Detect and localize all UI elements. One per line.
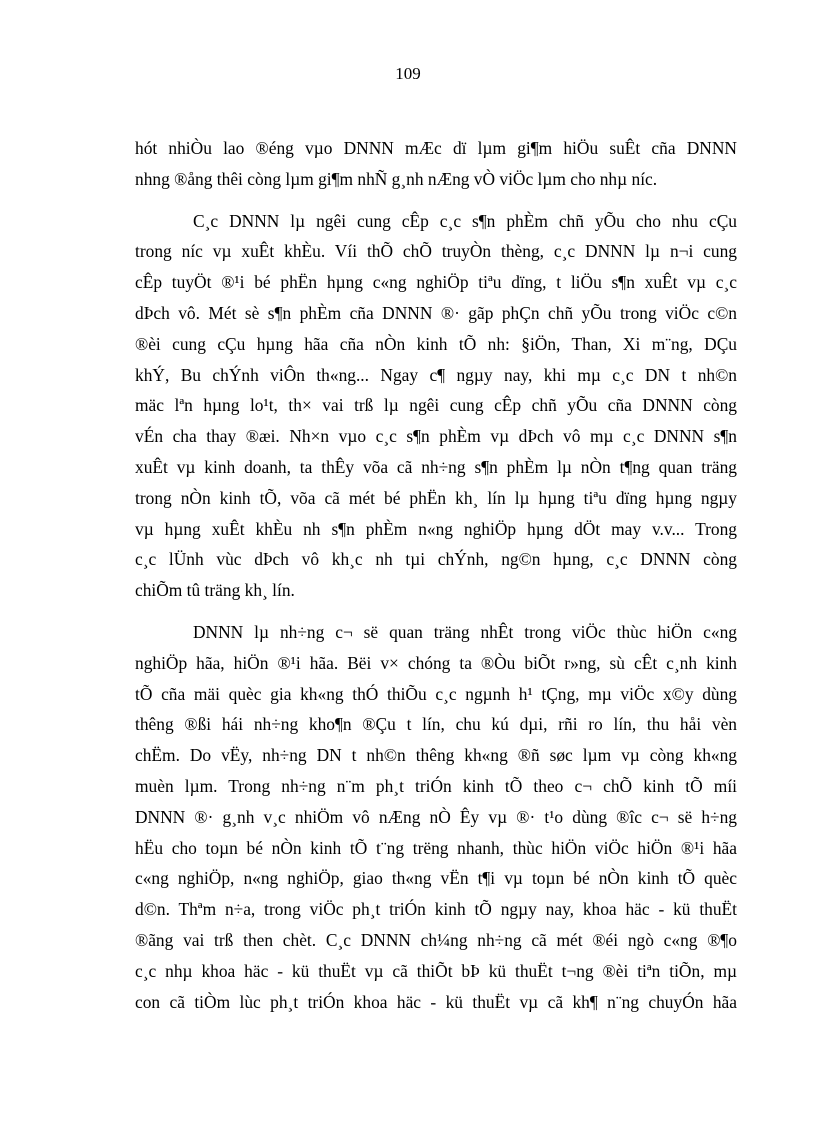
text-line: hËu cho toµn bé nÒn kinh tÕ t¨ng trëng nhanh, thùc hiÖn viÖc hiÖn ®¹i hãa: [135, 837, 737, 858]
text-line: mäc lªn hµng lo¹t, th× vai trß lµ ngêi cung cÊp chñ yÕu cña DNNN còng: [135, 395, 737, 416]
body-text: [135, 133, 737, 1028]
text-line: chËm. Do vËy, nh÷ng DN t nh©n thêng kh«ng ®ñ søc lµm vµ còng kh«ng: [135, 745, 737, 766]
text-line: trong nÒn kinh tÕ, võa cã mét bé phËn kh¸ lín lµ hµng tiªu dïng hµng ngµy: [135, 487, 737, 508]
text-line: C¸c DNNN lµ ngêi cung cÊp c¸c s¶n phÈm chñ yÕu cho nhu cÇu: [193, 210, 737, 231]
text-line: c¸c nhµ khoa häc - kü thuËt vµ cã thiÕt bÞ kü thuËt t¬ng ®èi tiªn tiÕn, mµ: [135, 960, 737, 981]
text-line: chiÕm tû träng kh¸ lín.: [135, 580, 295, 601]
text-line: vµ hµng xuÊt khÈu nh s¶n phÈm n«ng nghiÖp hµng dÖt may v.v... Trong: [135, 518, 737, 539]
text-line: trong níc vµ xuÊt khÈu. Víi thÕ chÕ truyÒn thèng, c¸c DNNN lµ n¬i cung: [135, 241, 737, 262]
text-line: DNNN ®· g¸nh v¸c nhiÖm vô nÆng nÒ Êy vµ ®· t¹o dùng ®îc c¬ së h÷ng: [135, 806, 737, 827]
text-line: hót nhiÒu lao ®éng vµo DNNN mÆc dï lµm gi¶m hiÖu suÊt cña DNNN: [135, 138, 737, 158]
text-line: c¸c lÜnh vùc dÞch vô kh¸c nh tµi chÝnh, ng©n hµng, c¸c DNNN còng: [135, 549, 737, 570]
text-line: cÊp tuyÖt ®¹i bé phËn hµng c«ng nghiÖp tiªu dïng, t liÖu s¶n xuÊt vµ c¸c: [135, 272, 737, 293]
page-number: 109: [395, 64, 421, 83]
paragraph-2: [135, 206, 737, 606]
text-line: DNNN lµ nh÷ng c¬ së quan träng nhÊt trong viÖc thùc hiÖn c«ng: [193, 621, 737, 642]
text-line: muèn lµm. Trong nh÷ng n¨m ph¸t triÓn kinh tÕ theo c¬ chÕ kinh tÕ míi: [135, 775, 737, 796]
paragraph-3: [135, 617, 737, 1017]
text-line: tÕ cña mäi quèc gia kh«ng thÓ thiÕu c¸c ngµnh h¹ tÇng, mµ viÖc x©y dùng: [135, 683, 737, 704]
text-line: d©n. Thªm n÷a, trong viÖc ph¸t triÓn kinh tÕ ngµy nay, khoa häc - kü thuËt: [135, 899, 737, 920]
text-line: ®ãng vai trß then chèt. C¸c DNNN ch¼ng nh÷ng cã mét ®éi ngò c«ng ®¶o: [135, 929, 737, 950]
text-line: thêng ®ßi hái nh÷ng kho¶n ®Çu t lín, chu kú dµi, rñi ro lín, thu håi vèn: [135, 714, 737, 735]
text-line: dÞch vô. Mét sè s¶n phÈm cña DNNN ®· gãp phÇn chñ yÕu trong viÖc c©n: [135, 302, 737, 323]
text-line: con cã tiÒm lùc ph¸t triÓn khoa häc - kü thuËt vµ cã kh¶ n¨ng chuyÓn hãa: [135, 991, 737, 1012]
text-line: nhng ®ång thêi còng lµm gi¶m nhÑ g¸nh nÆng vÒ viÖc lµm cho nhµ níc.: [135, 168, 658, 189]
paragraph-1: [135, 133, 737, 195]
text-line: xuÊt vµ kinh doanh, ta thÊy võa cã nh÷ng s¶n phÈm lµ nÒn t¶ng quan träng: [135, 456, 737, 477]
text-line: c«ng nghiÖp, n«ng nghiÖp, giao th«ng vËn t¶i vµ toµn bé nÒn kinh tÕ quèc: [135, 868, 737, 889]
text-line: nghiÖp hãa, hiÖn ®¹i hãa. Bëi v× chóng ta ®Òu biÕt r»ng, sù cÊt c¸nh kinh: [135, 652, 737, 673]
text-line: khÝ, Bu chÝnh viÔn th«ng... Ngay c¶ ngµy nay, khi mµ c¸c DN t nh©n: [135, 364, 737, 385]
text-line: vÉn cha thay ®æi. Nh×n vµo c¸c s¶n phÈm vµ dÞch vô mµ c¸c DNNN s¶n: [135, 426, 737, 447]
text-line: ®èi cung cÇu hµng hãa cña nÒn kinh tÕ nh: §iÖn, Than, Xi m¨ng, DÇu: [135, 333, 737, 354]
